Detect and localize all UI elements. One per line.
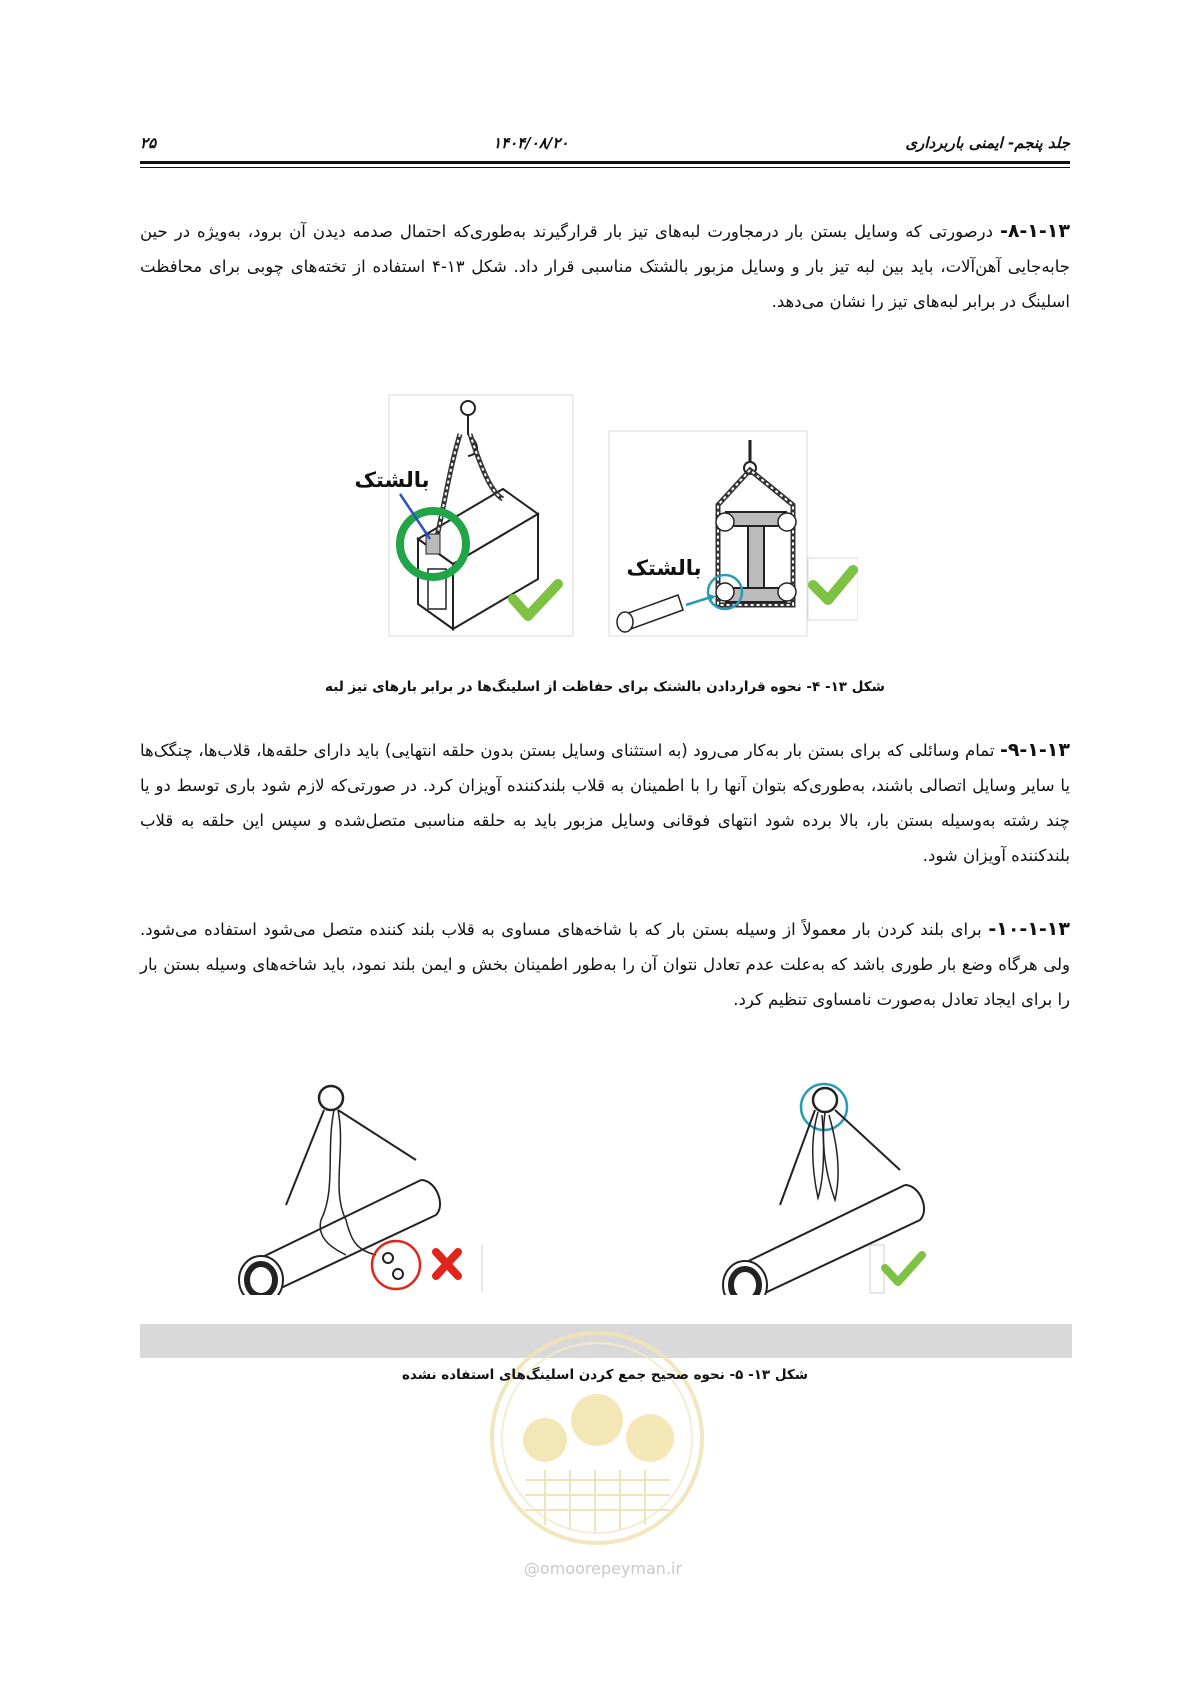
- paragraph-13-1-10: [140, 912, 1070, 1017]
- page-header: [140, 128, 1070, 158]
- figure-caption-13-4: شکل ۱۳- ۴- نحوه قراردادن بالشتک برای حفاظت از اسلینگ‌ها در برابر بارهای تیز لبه: [325, 679, 885, 695]
- page-number: ۲۵: [140, 134, 157, 152]
- paragraph-number: ۱۰-۱-۱۳-: [988, 918, 1070, 940]
- paragraph-text: تمام وسائلی که برای بستن بار به‌کار می‌رود (به استثنای وسایل بستن بدون حلقه انتهایی) باید دارای حلقه‌ها، قلاب‌ها، چنگک‌ها یا سایر وسایل اتصالی باشند، به‌طوری‌که بتوان آنها را با اطمینان به قلاب بلندکننده آویزان کرد. در صورتی‌که لازم شود باری توسط دو یا چند رشته به‌وسیله بستن بار، بالا برده شود انتهای فوقانی وسایل مزبور باید به حلقه مناسبی متصل‌شده و سپس این حلقه به قلاب بلندکننده آویزان شود.: [140, 741, 1070, 865]
- figure-pipe-incorrect: [236, 1080, 486, 1295]
- paragraph-13-1-9: [140, 733, 1070, 873]
- header-title: جلد پنجم- ایمنی باربرداری: [905, 134, 1070, 152]
- figure-caption-13-5: شکل ۱۳- ۵- نحوه صحیح جمع کردن اسلینگ‌های استفاده نشده: [401, 1367, 809, 1383]
- highlight-circle: [372, 1241, 420, 1289]
- figure-pipe-correct: [700, 1080, 950, 1295]
- header-rule-thick: [140, 161, 1070, 164]
- cross-icon: [436, 1252, 458, 1276]
- paragraph-text: درصورتی که وسایل بستن بار درمجاورت لبه‌های تیز بار قرارگیرند به‌طوری‌که احتمال صدمه دیدن آن برود، به‌ویژه در حین جابه‌جایی آهن‌آلات، باید بین لبه تیز بار و وسایل مزبور بالشتک مناسبی قرار داد. شکل ۱۳-۴ استفاده از تخته‌های چوبی برای محافظت اسلینگ در برابر لبه‌های تیز را نشان می‌دهد.: [140, 222, 1070, 311]
- header-rule-thin: [140, 167, 1070, 168]
- figure-box-cushion: [388, 394, 574, 637]
- paragraph-number: ۹-۱-۱۳-: [999, 739, 1070, 761]
- paragraph-13-1-8: [140, 214, 1070, 319]
- paragraph-number: ۸-۱-۱۳-: [999, 220, 1070, 242]
- watermark-logo: [485, 1320, 710, 1560]
- header-date: ۱۴۰۴/۰۸/۲۰: [493, 134, 569, 152]
- label-cushion-left: بالشتک: [354, 468, 430, 492]
- paragraph-text: برای بلند کردن بار معمولاً از وسیله بستن بار که با شاخه‌های مساوی به قلاب بلند کننده متصل می‌شود استفاده می‌شود. ولی هرگاه وضع بار طوری باشد که به‌علت عدم تعادل نتوان آن را به‌طور اطمینان بخش و ایمن بلند نمود، باید شاخه‌های وسیله بستن بار را برای ایجاد تعادل به‌صورت نامساوی تنظیم کرد.: [140, 920, 1070, 1009]
- label-cushion-right: بالشتک: [626, 556, 702, 580]
- figure-ibeam-cushion: [608, 430, 858, 637]
- watermark-url: @omoorepeyman.ir: [523, 1559, 683, 1578]
- check-icon: [885, 1255, 922, 1282]
